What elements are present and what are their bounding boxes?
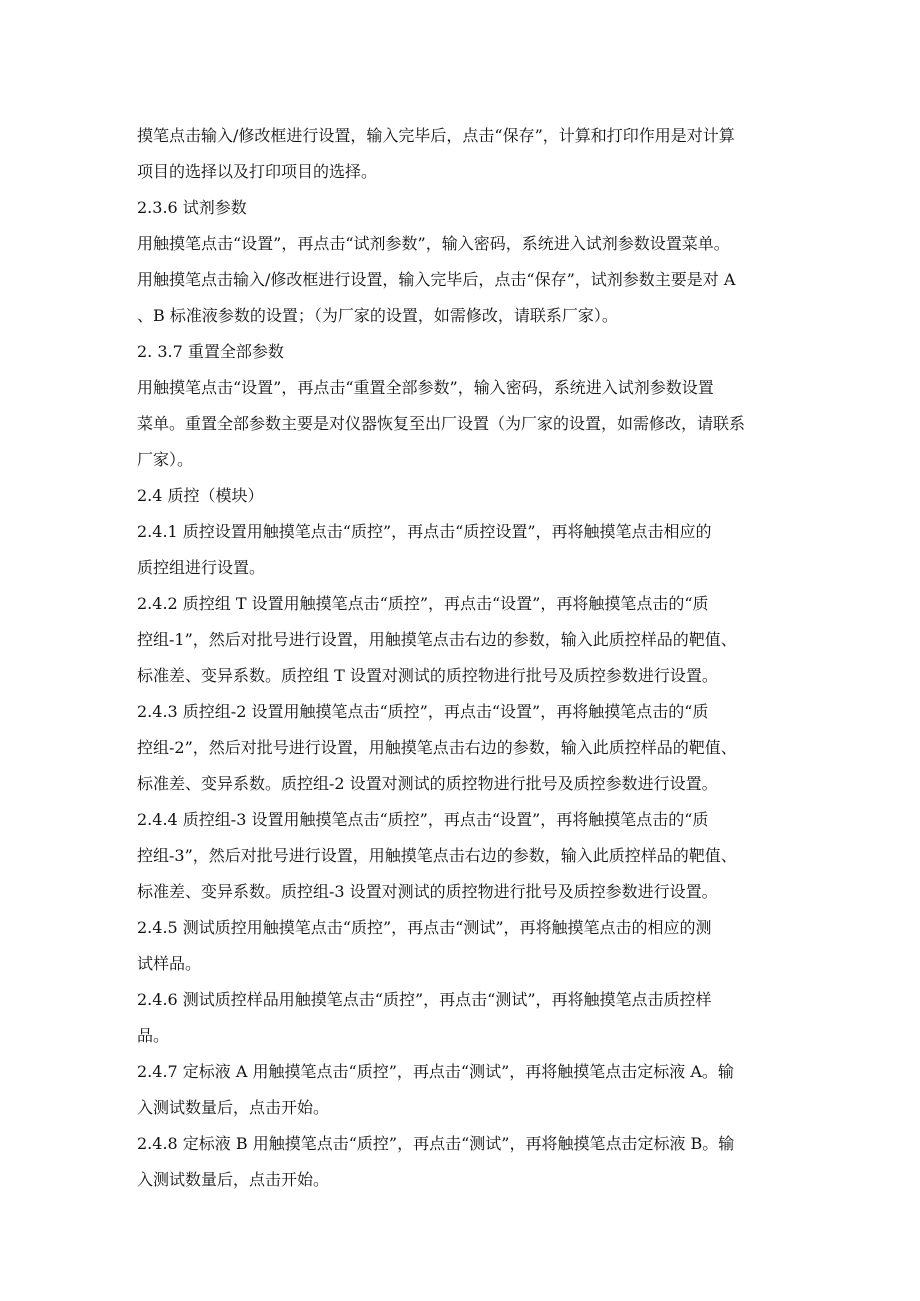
text-line: 质控组进行设置。	[137, 558, 266, 577]
text-line: 控组-1”，然后对批号进行设置，用触摸笔点击右边的参数，输入此质控样品的靶值、	[137, 630, 737, 649]
text-line: 品。	[137, 1026, 170, 1045]
text-line: 菜单。重置全部参数主要是对仪器恢复至出厂设置（为厂家的设置，如需修改，请联系	[137, 414, 746, 433]
section-heading-2-4: 2.4 质控（模块）	[137, 486, 264, 505]
text-line: 摸笔点击输入/修改框进行设置，输入完毕后，点击“保存”，计算和打印作用是对计算	[137, 126, 735, 145]
text-line: 2.4.7 定标液 A 用触摸笔点击“质控”，再点击“测试”，再将触摸笔点击定标液 A。输	[137, 1062, 734, 1081]
text-line: 、B 标准液参数的设置；（为厂家的设置，如需修改，请联系厂家）。	[137, 306, 618, 325]
text-line: 2.4.3 质控组-2 设置用触摸笔点击“质控”，再点击“设置”，再将触摸笔点击的“质	[137, 702, 709, 721]
text-line: 标准差、变异系数。质控组 T 设置对测试的质控物进行批号及质控参数进行设置。	[137, 666, 718, 685]
text-line: 2.4.4 质控组-3 设置用触摸笔点击“质控”，再点击“设置”，再将触摸笔点击的“质	[137, 810, 709, 829]
text-line: 入测试数量后，点击开始。	[137, 1098, 330, 1117]
document-body	[137, 118, 789, 1198]
text-line: 控组-3”，然后对批号进行设置，用触摸笔点击右边的参数，输入此质控样品的靶值、	[137, 846, 737, 865]
text-line: 2.4.1 质控设置用触摸笔点击“质控”，再点击“质控设置”，再将触摸笔点击相应的	[137, 522, 712, 541]
text-line: 2.4.8 定标液 B 用触摸笔点击“质控”，再点击“测试”，再将触摸笔点击定标液 B。输	[137, 1134, 735, 1153]
section-heading-2-3-7: 2. 3.7 重置全部参数	[137, 342, 284, 361]
text-line: 控组-2”，然后对批号进行设置，用触摸笔点击右边的参数，输入此质控样品的靶值、	[137, 738, 737, 757]
section-heading-2-3-6: 2.3.6 试剂参数	[137, 198, 247, 217]
text-line: 标准差、变异系数。质控组-3 设置对测试的质控物进行批号及质控参数进行设置。	[137, 882, 718, 901]
text-line: 用触摸笔点击“设置”，再点击“试剂参数”，输入密码，系统进入试剂参数设置菜单。	[137, 234, 730, 253]
text-line: 用触摸笔点击输入/修改框进行设置，输入完毕后，点击“保存”，试剂参数主要是对 A	[137, 270, 736, 289]
text-line: 2.4.2 质控组 T 设置用触摸笔点击“质控”，再点击“设置”，再将触摸笔点击的“质	[137, 594, 709, 613]
text-line: 入测试数量后，点击开始。	[137, 1170, 330, 1189]
text-line: 2.4.6 测试质控样品用触摸笔点击“质控”，再点击“测试”，再将触摸笔点击质控样	[137, 990, 712, 1009]
text-line: 标准差、变异系数。质控组-2 设置对测试的质控物进行批号及质控参数进行设置。	[137, 774, 718, 793]
text-line: 试样品。	[137, 954, 202, 973]
text-line: 用触摸笔点击“设置”，再点击“重置全部参数”，输入密码，系统进入试剂参数设置	[137, 378, 714, 397]
text-line: 2.4.5 测试质控用触摸笔点击“质控”，再点击“测试”，再将触摸笔点击的相应的测	[137, 918, 712, 937]
text-line: 厂家）。	[137, 450, 194, 469]
text-line: 项目的选择以及打印项目的选择。	[137, 162, 378, 181]
